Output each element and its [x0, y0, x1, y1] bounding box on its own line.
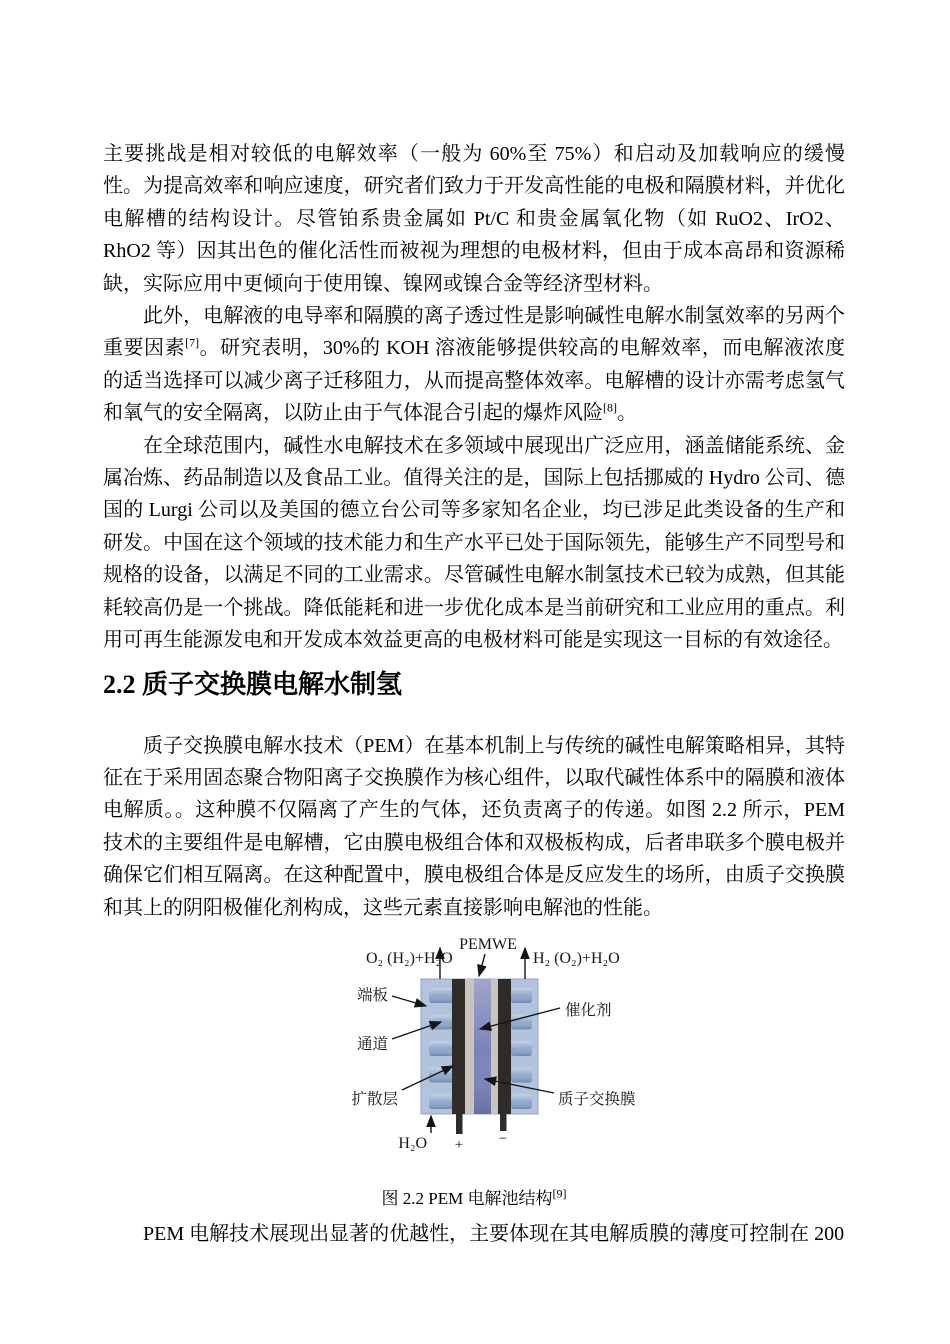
citation-8: [8]: [603, 400, 617, 415]
pem-cell-diagram-svg: [328, 926, 668, 1176]
anode-terminal: [456, 1114, 463, 1134]
section-heading-2-2: 2.2 质子交换膜电解水制氢: [103, 669, 403, 699]
document-content: [103, 138, 845, 1250]
figure-caption-text: 图 2.2 PEM 电解池结构: [381, 1188, 553, 1208]
paragraph-alkaline-challenges: 主要挑战是相对较低的电解效率（一般为 60%至 75%）和启动及加载响应的缓慢性。为提高效率和响应速度，研究者们致力于开发高性能的电极和隔膜材料，并优化电解槽的结构设计。尽管铂系贵金属如 Pt/C 和贵金属氧化物（如 RuO2、IrO2、RhO2 等）因其出色的催化活性而被视为理想的电极材料，但由于成本高昂和资源稀缺，实际应用中更倾向于使用镍、镍网或镍合金等经济型材料。: [103, 143, 845, 295]
oxygen-output-label: O₂ (H₂)+H₂O: [366, 949, 453, 967]
diffusion-layer-right: [498, 979, 511, 1114]
water-input-label: H₂O: [398, 1134, 427, 1152]
paragraph-text: 。研究表明，30%的 KOH 溶液能够提供较高的电解效率，而电解液浓度的适当选择可以减少离子迁移阻力，从而提高整体效率。电解槽的设计亦需考虑氢气和氧气的安全隔离，以防止由于气体混合引起的爆炸风险: [103, 337, 845, 425]
diffusion-layer-left: [452, 979, 465, 1114]
paragraph-global-applications: 在全球范围内，碱性水电解技术在多领域中展现出广泛应用，涵盖储能系统、金属冶炼、药品制造以及食品工业。值得关注的是，国际上包括挪威的 Hydro 公司、德国的 Lurgi 公司以及美国的德立台公司等多家知名企业，均已涉足此类设备的生产和研发。中国在这个领域的技术能力和生产水平已处于国际领先，能够生产不同型号和规格的设备，以满足不同的工业需求。尽管碱性电解水制氢技术已较为成熟，但其能耗较高仍是一个挑战。降低能耗和进一步优化成本是当前研究和工业应用的重点。利用可再生能源发电和开发成本效益更高的电极材料可能是实现这一目标的有效途径。: [103, 434, 845, 652]
figure-caption: [103, 1186, 845, 1212]
minus-terminal-label: −: [498, 1130, 508, 1147]
diffusion-layer-label: 扩散层: [351, 1090, 398, 1108]
paragraph-electrolyte-factors: [103, 300, 845, 430]
membrane-shading: [474, 979, 491, 1114]
citation-9: [9]: [552, 1186, 567, 1201]
paragraph-pem-advantages: PEM 电解技术展现出显著的优越性，主要体现在其电解质膜的薄度可控制在 200: [143, 1222, 845, 1245]
channel-label: 通道: [356, 1035, 388, 1053]
hydrogen-output-label: H₂ (O₂)+H₂O: [533, 949, 620, 967]
paragraph-pem-intro: 质子交换膜电解水技术（PEM）在基本机制上与传统的碱性电解策略相异，其特征在于采用固态聚合物阳离子交换膜作为核心组件，以取代碱性体系中的隔膜和液体电解质。。这种膜不仅隔离了产生的气体，还负责离子的传递。如图 2.2 所示，PEM 技术的主要组件是电解槽，它由膜电极组合体和双极板构成，后者串联多个膜电极并确保它们相互隔离。在这种配置中，膜电极组合体是反应发生的场所，由质子交换膜和其上的阴阳极催化剂构成，这些元素直接影响电解池的性能。: [103, 734, 845, 919]
figure-pem-cell-diagram: [328, 926, 668, 1176]
paragraph-text: 此外，电解液的电导率和隔膜的离子透过性是影响碱性电解水制氢效率的另两个重要因素: [103, 305, 845, 360]
catalyst-layer-right: [491, 979, 498, 1114]
paragraph-text: 。: [617, 402, 637, 425]
catalyst-label: 催化剂: [565, 1001, 612, 1019]
end-plate-label: 端板: [356, 986, 388, 1004]
plus-terminal-label: +: [454, 1136, 464, 1153]
pemwe-pointer-arrow: [479, 954, 485, 976]
citation-7: [7]: [185, 335, 200, 350]
membrane-label: 质子交换膜: [558, 1090, 636, 1108]
pemwe-label: PEMWE: [459, 935, 517, 953]
catalyst-layer-left: [465, 979, 474, 1114]
cathode-terminal: [500, 1114, 507, 1131]
